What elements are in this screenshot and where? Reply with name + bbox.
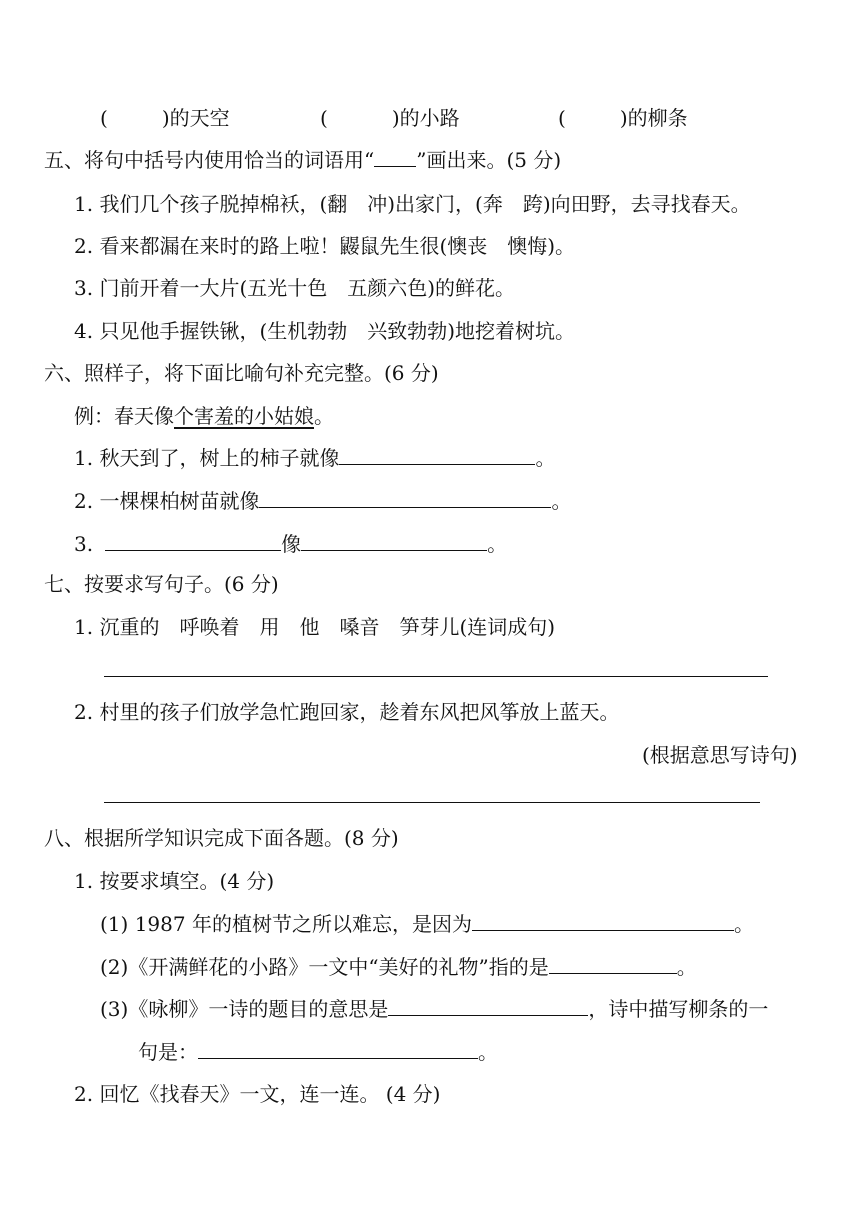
item-text: 像 (281, 532, 302, 556)
item-text: 句是： (138, 1040, 198, 1064)
s6-item-3 (74, 530, 507, 558)
answer-blank[interactable] (198, 1040, 478, 1059)
s5-item-1: 1. 我们几个孩子脱掉棉袄，(翻 冲)出家门，(奔 跨)向田野，去寻找春天。 (74, 192, 751, 216)
item-number: 3. (74, 532, 94, 556)
close-paren: ) (391, 106, 400, 130)
s6-item-2 (74, 487, 571, 515)
s8-question-2: 2. 回忆《找春天》一文，连一连。 (4 分) (74, 1082, 441, 1106)
section-6-heading: 六、照样子，将下面比喻句补充完整。(6 分) (44, 361, 439, 385)
fill-item-willow (558, 104, 688, 132)
item-text: ，诗中描写柳条的一 (588, 997, 769, 1021)
example-underlined-text: 个害羞的小姑娘 (174, 404, 314, 428)
s8-question-1: 1. 按要求填空。(4 分) (74, 869, 275, 893)
section-7-heading: 七、按要求写句子。(6 分) (44, 572, 279, 596)
answer-blank[interactable] (549, 955, 677, 974)
answer-line[interactable] (104, 676, 768, 677)
fill-item-sky (100, 104, 230, 132)
example-text: 例：春天像 (74, 404, 174, 428)
open-paren: ( (558, 106, 566, 130)
s8-sub-3-continuation (138, 1038, 498, 1066)
item-text: (3)《咏柳》一诗的题目的意思是 (100, 997, 389, 1021)
period: 。 (676, 955, 697, 979)
section-8-heading: 八、根据所学知识完成下面各题。(8 分) (44, 826, 399, 850)
heading-text: ”画出来。(5 分) (416, 148, 562, 172)
s6-item-1 (74, 444, 555, 472)
s7-item-2-note: (根据意思写诗句) (642, 743, 798, 767)
answer-blank[interactable] (301, 532, 487, 551)
item-text: (2)《开满鲜花的小路》一文中“美好的礼物”指的是 (100, 955, 549, 979)
s5-item-4: 4. 只见他手握铁锹，(生机勃勃 兴致勃勃)地挖着树坑。 (74, 319, 576, 343)
answer-blank[interactable] (374, 148, 416, 167)
item-text: 1. 秋天到了，树上的柿子就像 (74, 446, 340, 470)
example-text: 。 (314, 404, 334, 428)
s7-item-1: 1. 沉重的 呼唤着 用 他 嗓音 笋芽儿(连词成句) (74, 615, 556, 639)
section-5-heading (44, 146, 561, 174)
item-text: (1) 1987 年的植树节之所以难忘，是因为 (100, 912, 472, 936)
period: 。 (733, 912, 754, 936)
period: 。 (478, 1040, 498, 1064)
s5-item-3: 3. 门前开着一大片(五光十色 五颜六色)的鲜花。 (74, 276, 516, 300)
open-paren: ( (320, 106, 328, 130)
fill-suffix: 的小路 (399, 106, 460, 130)
period: 。 (535, 446, 556, 470)
s8-sub-2 (100, 953, 697, 981)
fill-item-road (320, 104, 460, 132)
close-paren: ) (619, 106, 628, 130)
s8-sub-1 (100, 910, 754, 938)
close-paren: ) (161, 106, 170, 130)
answer-blank[interactable] (388, 997, 588, 1016)
period: 。 (487, 532, 508, 556)
answer-blank[interactable] (259, 489, 551, 508)
fill-suffix: 的柳条 (627, 106, 688, 130)
s7-item-2: 2. 村里的孩子们放学急忙跑回家，趁着东风把风筝放上蓝天。 (74, 700, 620, 724)
answer-blank[interactable] (472, 912, 734, 931)
open-paren: ( (100, 106, 108, 130)
period: 。 (551, 489, 572, 513)
answer-line[interactable] (104, 802, 760, 803)
answer-blank[interactable] (339, 446, 535, 465)
heading-text: 五、将句中括号内使用恰当的词语用“ (44, 148, 375, 172)
s6-example (74, 402, 334, 430)
item-text: 2. 一棵棵柏树苗就像 (74, 489, 260, 513)
answer-blank[interactable] (105, 532, 281, 551)
s8-sub-3 (100, 995, 768, 1023)
s5-item-2: 2. 看来都漏在来时的路上啦！鼹鼠先生很(懊丧 懊悔)。 (74, 234, 576, 258)
fill-suffix: 的天空 (169, 106, 230, 130)
